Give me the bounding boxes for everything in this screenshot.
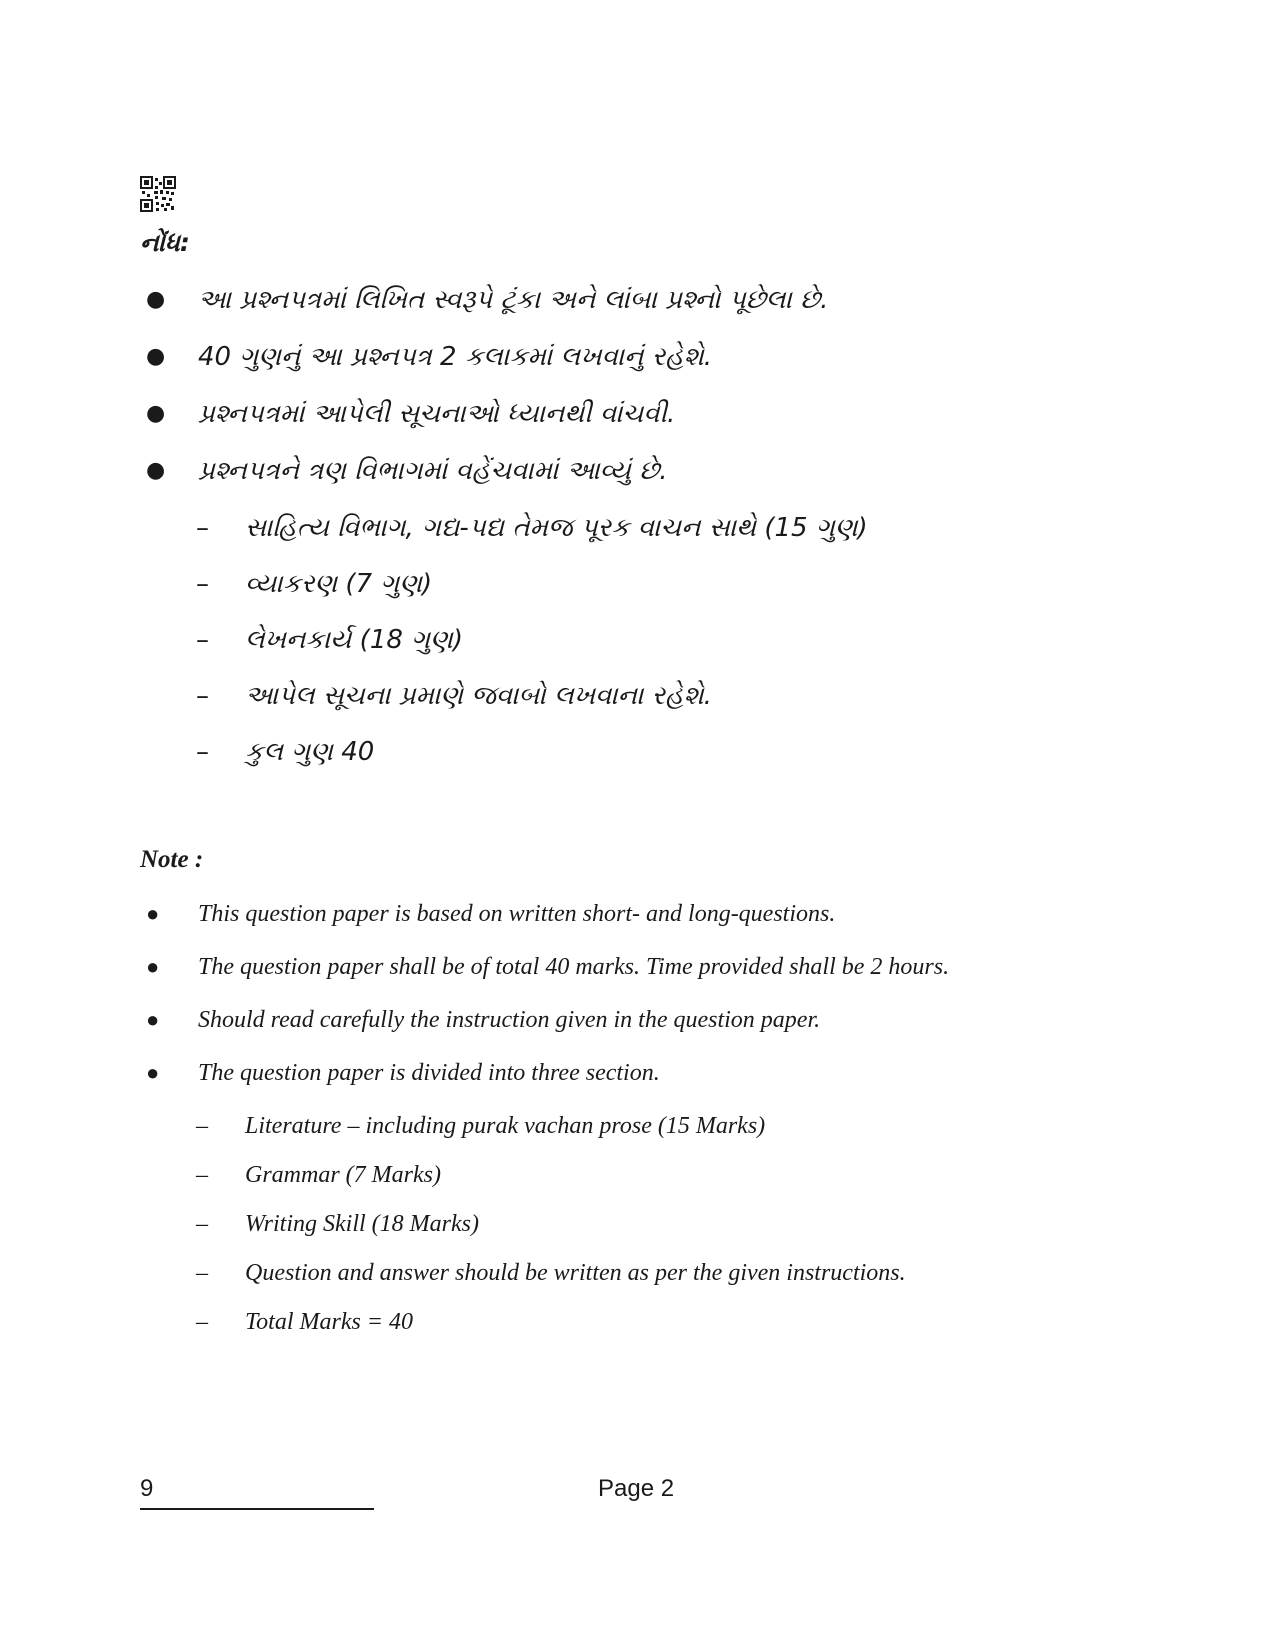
- sub-list-item: [140, 679, 1080, 713]
- sub-item-text: Question and answer should be written as per the given instructions.: [245, 1260, 906, 1286]
- sub-list-item: [140, 1158, 1080, 1192]
- sub-list-item: [140, 511, 1080, 545]
- instruction-text: પ્રશ્નપત્રમાં આપેલી સૂચનાઓ ધ્યાનથી વાંચવી.: [198, 399, 676, 429]
- dash-icon: –: [196, 625, 209, 655]
- sub-item-text: Writing Skill (18 Marks): [245, 1211, 479, 1237]
- english-instruction-list: [140, 897, 1080, 1354]
- sub-item-text: લેખનકાર્ય (18 ગુણ): [245, 625, 463, 655]
- bullet-icon: ●: [146, 901, 160, 926]
- sub-item-text: Total Marks = 40: [245, 1309, 413, 1335]
- sub-item-text: કુલ ગુણ 40: [245, 737, 375, 767]
- sub-item-text: Literature – including purak vachan prose (15 Marks): [245, 1113, 766, 1139]
- list-item: [140, 950, 1080, 984]
- sub-list-item: [140, 567, 1080, 601]
- dash-icon: –: [196, 1211, 208, 1237]
- dash-icon: –: [196, 513, 209, 543]
- instruction-text: Should read carefully the instruction given in the question paper.: [198, 1007, 821, 1033]
- sub-item-text: વ્યાકરણ (7 ગુણ): [245, 569, 433, 599]
- sub-list-item: [140, 735, 1080, 769]
- sub-list-item: [140, 1305, 1080, 1339]
- instruction-text: પ્રશ્નપત્રને ત્રણ વિભાગમાં વહેંચવામાં આવ્યું છે.: [198, 456, 668, 486]
- english-note-heading: Note :: [140, 846, 204, 873]
- sub-item-text: Grammar (7 Marks): [245, 1162, 441, 1188]
- sub-list-item: [140, 1109, 1080, 1143]
- instruction-text: The question paper shall be of total 40 marks. Time provided shall be 2 hours.: [198, 954, 950, 980]
- dash-icon: –: [196, 569, 209, 599]
- paper-code: 9: [140, 1475, 154, 1502]
- instruction-text: 40 ગુણનું આ પ્રશ્નપત્ર 2 કલાકમાં લખવાનું રહેશે.: [198, 342, 713, 372]
- dash-icon: –: [196, 681, 209, 711]
- sub-item-text: સાહિત્ય વિભાગ, ગદ્ય-પદ્ય તેમજ પૂરક વાચન સાથે (15 ગુણ): [245, 513, 868, 543]
- bullet-icon: ●: [146, 287, 166, 312]
- instruction-text: આ પ્રશ્નપત્રમાં લિખિત સ્વરૂપે ટૂંકા અને લાંબા પ્રશ્નો પૂછેલા છે.: [198, 285, 829, 315]
- bullet-icon: ●: [146, 1007, 160, 1032]
- page-number: Page 2: [598, 1475, 675, 1502]
- dash-icon: –: [196, 1309, 208, 1335]
- list-item: [140, 397, 1080, 431]
- sub-list-item: [140, 1207, 1080, 1241]
- gujarati-note-heading: નોંધ:: [140, 228, 190, 257]
- bullet-icon: ●: [146, 401, 166, 426]
- dash-icon: –: [196, 737, 209, 767]
- list-item: [140, 897, 1080, 931]
- list-item: [140, 1056, 1080, 1090]
- sub-list-item: [140, 623, 1080, 657]
- bullet-icon: ●: [146, 344, 166, 369]
- dash-icon: –: [196, 1162, 208, 1188]
- bullet-icon: ●: [146, 954, 160, 979]
- bullet-icon: ●: [146, 1060, 160, 1085]
- instruction-text: The question paper is divided into three section.: [198, 1060, 660, 1086]
- footer-divider: [140, 1508, 374, 1510]
- instruction-text: This question paper is based on written short- and long-questions.: [198, 901, 836, 927]
- dash-icon: –: [196, 1260, 208, 1286]
- list-item: [140, 340, 1080, 374]
- list-item: [140, 454, 1080, 488]
- list-item: [140, 1003, 1080, 1037]
- list-item: [140, 283, 1080, 317]
- bullet-icon: ●: [146, 458, 166, 483]
- gujarati-instruction-list: [140, 283, 1080, 791]
- qr-code-icon: [140, 176, 176, 212]
- sub-item-text: આપેલ સૂચના પ્રમાણે જવાબો લખવાના રહેશે.: [245, 681, 712, 711]
- sub-list-item: [140, 1256, 1080, 1290]
- dash-icon: –: [196, 1113, 208, 1139]
